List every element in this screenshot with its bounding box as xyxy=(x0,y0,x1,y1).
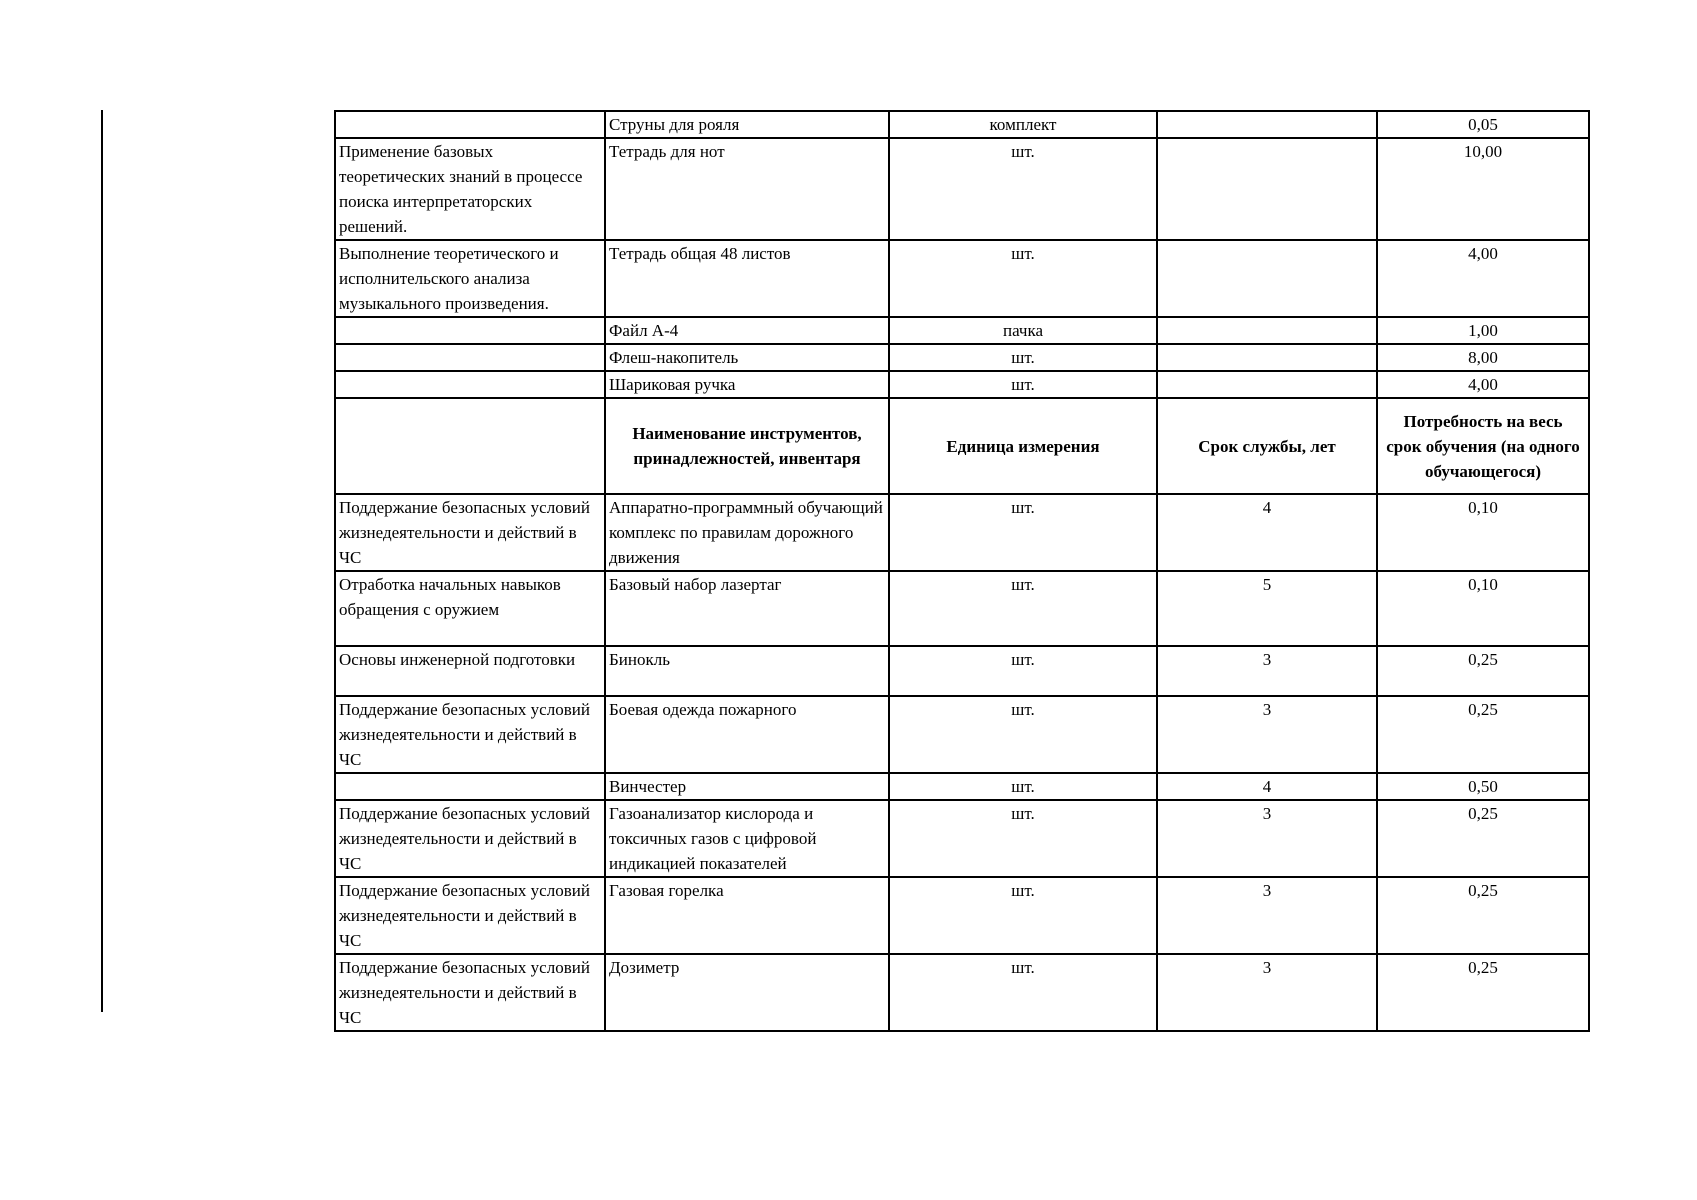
service-life-cell: 3 xyxy=(1157,800,1377,877)
item-cell: Файл А-4 xyxy=(605,317,889,344)
activity-cell xyxy=(335,344,605,371)
activity-cell: Отработка начальных навыков обращения с оружием xyxy=(335,571,605,646)
requirement-cell: 0,10 xyxy=(1377,571,1589,646)
service-life-cell: 3 xyxy=(1157,877,1377,954)
unit-cell: шт. xyxy=(889,646,1157,696)
item-cell: Тетрадь для нот xyxy=(605,138,889,240)
table-row xyxy=(335,138,1589,240)
requirement-cell: 0,25 xyxy=(1377,877,1589,954)
table-row xyxy=(335,494,1589,571)
table-row xyxy=(335,800,1589,877)
item-cell: Газоанализатор кислорода и токсичных газов с цифровой индикацией показателей xyxy=(605,800,889,877)
requirement-cell: 0,10 xyxy=(1377,494,1589,571)
table-row xyxy=(335,646,1589,696)
requirement-cell: 8,00 xyxy=(1377,344,1589,371)
unit-cell: шт. xyxy=(889,877,1157,954)
activity-cell: Поддержание безопасных условий жизнедеятельности и действий в ЧС xyxy=(335,877,605,954)
table-row xyxy=(335,773,1589,800)
unit-cell: шт. xyxy=(889,954,1157,1031)
unit-cell: шт. xyxy=(889,240,1157,317)
requirement-cell: 4,00 xyxy=(1377,371,1589,398)
activity-cell: Поддержание безопасных условий жизнедеятельности и действий в ЧС xyxy=(335,954,605,1031)
unit-cell: шт. xyxy=(889,371,1157,398)
service-life-cell xyxy=(1157,371,1377,398)
requirement-cell: 0,25 xyxy=(1377,800,1589,877)
item-cell: Боевая одежда пожарного xyxy=(605,696,889,773)
activity-cell: Выполнение теоретического и исполнительского анализа музыкального произведения. xyxy=(335,240,605,317)
service-life-cell: 3 xyxy=(1157,696,1377,773)
unit-cell: шт. xyxy=(889,800,1157,877)
item-cell: Винчестер xyxy=(605,773,889,800)
header-unit-cell: Единица измерения xyxy=(889,398,1157,494)
activity-cell: Поддержание безопасных условий жизнедеятельности и действий в ЧС xyxy=(335,494,605,571)
header-service-life-cell: Срок службы, лет xyxy=(1157,398,1377,494)
requirement-cell: 0,05 xyxy=(1377,111,1589,138)
requirement-cell: 0,25 xyxy=(1377,646,1589,696)
item-cell: Газовая горелка xyxy=(605,877,889,954)
unit-cell: пачка xyxy=(889,317,1157,344)
requirement-cell: 0,25 xyxy=(1377,954,1589,1031)
requirement-cell: 0,50 xyxy=(1377,773,1589,800)
equipment-table xyxy=(334,110,1590,1032)
unit-cell: комплект xyxy=(889,111,1157,138)
service-life-cell: 5 xyxy=(1157,571,1377,646)
item-cell: Тетрадь общая 48 листов xyxy=(605,240,889,317)
requirement-cell: 0,25 xyxy=(1377,696,1589,773)
service-life-cell: 3 xyxy=(1157,646,1377,696)
item-cell: Дозиметр xyxy=(605,954,889,1031)
item-cell: Шариковая ручка xyxy=(605,371,889,398)
service-life-cell: 4 xyxy=(1157,494,1377,571)
unit-cell: шт. xyxy=(889,344,1157,371)
requirement-cell: 10,00 xyxy=(1377,138,1589,240)
activity-cell: Применение базовых теоретических знаний в процессе поиска интерпретаторских решений. xyxy=(335,138,605,240)
item-cell: Бинокль xyxy=(605,646,889,696)
header-activity-cell xyxy=(335,398,605,494)
activity-cell: Основы инженерной подготовки xyxy=(335,646,605,696)
table-row xyxy=(335,344,1589,371)
table-row xyxy=(335,317,1589,344)
unit-cell: шт. xyxy=(889,696,1157,773)
activity-cell xyxy=(335,371,605,398)
table-row xyxy=(335,240,1589,317)
service-life-cell xyxy=(1157,317,1377,344)
item-cell: Струны для рояля xyxy=(605,111,889,138)
service-life-cell: 3 xyxy=(1157,954,1377,1031)
item-cell: Базовый набор лазертаг xyxy=(605,571,889,646)
table-row xyxy=(335,371,1589,398)
header-item-cell: Наименование инструментов, принадлежностей, инвентаря xyxy=(605,398,889,494)
unit-cell: шт. xyxy=(889,773,1157,800)
header-requirement-cell: Потребность на весь срок обучения (на одного обучающегося) xyxy=(1377,398,1589,494)
activity-cell: Поддержание безопасных условий жизнедеятельности и действий в ЧС xyxy=(335,696,605,773)
table-row xyxy=(335,696,1589,773)
service-life-cell: 4 xyxy=(1157,773,1377,800)
item-cell: Аппаратно-программный обучающий комплекс по правилам дорожного движения xyxy=(605,494,889,571)
activity-cell xyxy=(335,111,605,138)
table-row xyxy=(335,111,1589,138)
item-cell: Флеш-накопитель xyxy=(605,344,889,371)
table-row xyxy=(335,954,1589,1031)
table-row xyxy=(335,877,1589,954)
activity-cell xyxy=(335,317,605,344)
requirement-cell: 4,00 xyxy=(1377,240,1589,317)
requirement-cell: 1,00 xyxy=(1377,317,1589,344)
page-margin-line xyxy=(101,110,103,1012)
table-row xyxy=(335,571,1589,646)
service-life-cell xyxy=(1157,111,1377,138)
service-life-cell xyxy=(1157,138,1377,240)
activity-cell xyxy=(335,773,605,800)
unit-cell: шт. xyxy=(889,571,1157,646)
service-life-cell xyxy=(1157,344,1377,371)
table-header-row xyxy=(335,398,1589,494)
unit-cell: шт. xyxy=(889,494,1157,571)
service-life-cell xyxy=(1157,240,1377,317)
activity-cell: Поддержание безопасных условий жизнедеятельности и действий в ЧС xyxy=(335,800,605,877)
unit-cell: шт. xyxy=(889,138,1157,240)
